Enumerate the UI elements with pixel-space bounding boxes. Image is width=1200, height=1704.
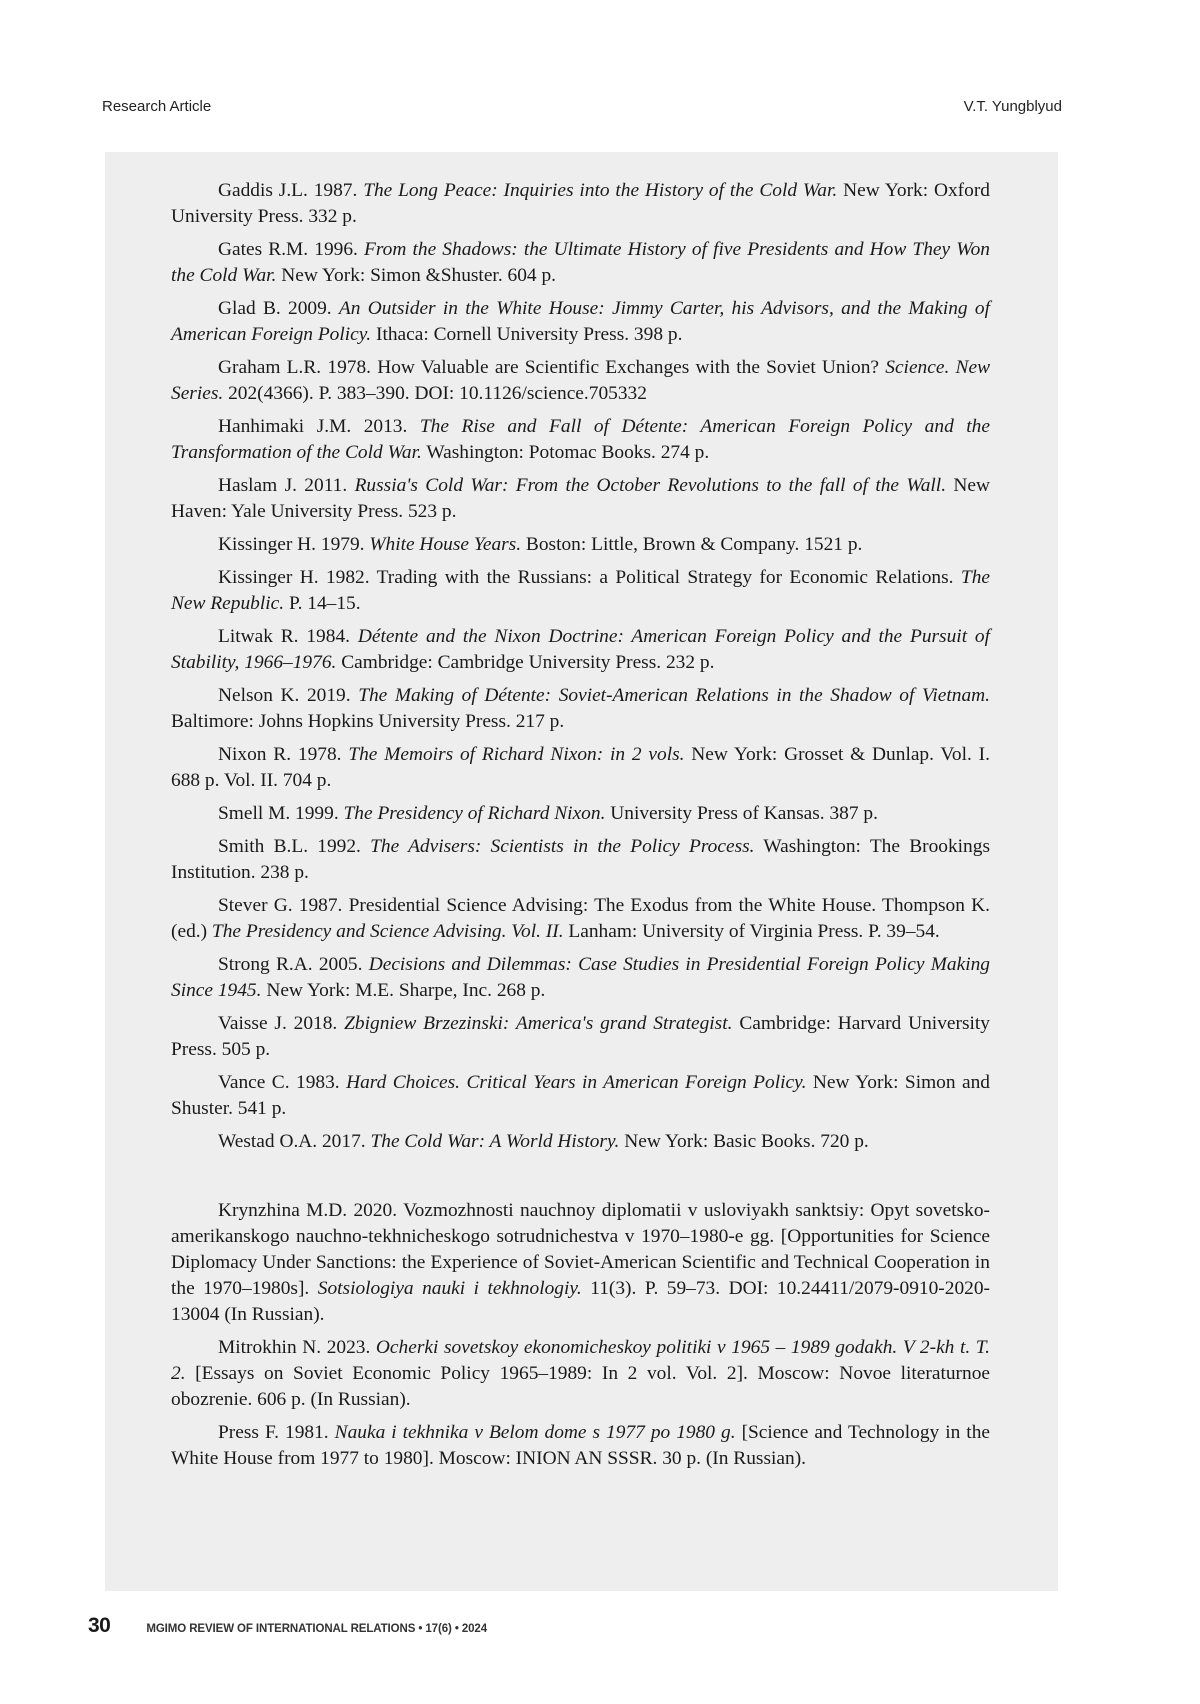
reference-entry bbox=[171, 473, 990, 525]
reference-text: Smith B.L. 1992. bbox=[218, 836, 371, 857]
reference-text: Lanham: University of Virginia Press. P. 39–54. bbox=[563, 921, 940, 942]
reference-entry bbox=[171, 952, 990, 1004]
reference-text: Cambridge: Harvard University Press. 505 p. bbox=[171, 1013, 990, 1060]
reference-text: 202(4366). P. 383–390. DOI: 10.1126/science.705332 bbox=[223, 383, 647, 404]
reference-entry bbox=[171, 532, 990, 558]
journal-line: MGIMO REVIEW OF INTERNATIONAL RELATIONS • 17(6) • 2024 bbox=[146, 1623, 488, 1635]
reference-title: Ocherki sovetskoy ekonomicheskoy politiki v 1965 – 1989 godakh. V 2-kh t. T. 2. bbox=[171, 1337, 990, 1384]
reference-text: Krynzhina M.D. 2020. Vozmozhnosti nauchnoy diplomatii v usloviyakh sanktsiy: Opyt sovetsko-amerikanskogo nauchno-tekhnicheskogo sotrudnichestva v 1970–1980-e gg. [Opportunities for Science Diplomacy Under Sanctions: the Experience of Soviet-American Scientific and Technical Cooperation in the 1970–1980s]. bbox=[171, 1200, 990, 1299]
reference-text: Litwak R. 1984. bbox=[218, 626, 358, 647]
reference-text: New York: Basic Books. 720 p. bbox=[619, 1131, 869, 1152]
reference-text: 11(3). P. 59–73. DOI: 10.24411/2079-0910-2020-13004 (In Russian). bbox=[171, 1278, 990, 1325]
reference-title: Science. New Series. bbox=[171, 357, 991, 404]
references-group-gap bbox=[171, 1162, 990, 1198]
reference-entry bbox=[171, 801, 990, 827]
reference-entry bbox=[171, 1129, 990, 1155]
reference-title: The Memoirs of Richard Nixon: in 2 vols. bbox=[348, 744, 685, 765]
reference-text: Nelson K. 2019. bbox=[218, 685, 359, 706]
reference-entry bbox=[171, 683, 990, 735]
reference-text: Boston: Little, Brown & Company. 1521 p. bbox=[521, 534, 863, 555]
running-header-section: Research Article bbox=[102, 98, 212, 115]
reference-text: Vaisse J. 2018. bbox=[218, 1013, 345, 1034]
reference-title: The Presidency of Richard Nixon. bbox=[343, 803, 606, 824]
reference-text: Stever G. 1987. Presidential Science Advising: The Exodus from the White House. Thompson K. (ed.) bbox=[171, 895, 990, 942]
reference-text: Hanhimaki J.M. 2013. bbox=[218, 416, 420, 437]
reference-title: Nauka i tekhnika v Belom dome s 1977 po 1980 g. bbox=[334, 1422, 736, 1443]
reference-entry bbox=[171, 834, 990, 886]
page-number: 30 bbox=[88, 1614, 111, 1637]
reference-text: Gaddis J.L. 1987. bbox=[218, 180, 364, 201]
reference-title: Decisions and Dilemmas: Case Studies in Presidential Foreign Policy Making Since 1945. bbox=[171, 954, 990, 1001]
reference-title: An Outsider in the White House: Jimmy Carter, his Advisors, and the Making of American Foreign Policy. bbox=[171, 298, 990, 345]
reference-text: Cambridge: Cambridge University Press. 232 p. bbox=[336, 652, 715, 673]
reference-text: Graham L.R. 1978. How Valuable are Scientific Exchanges with the Soviet Union? bbox=[218, 357, 886, 378]
reference-text: New York: Simon and Shuster. 541 p. bbox=[171, 1072, 990, 1119]
reference-title: Détente and the Nixon Doctrine: American Foreign Policy and the Pursuit of Stability, 1966–1976. bbox=[171, 626, 990, 673]
reference-title: The Making of Détente: Soviet-American Relations in the Shadow of Vietnam. bbox=[358, 685, 990, 706]
reference-entry bbox=[171, 237, 990, 289]
running-header-author: V.T. Yungblyud bbox=[963, 98, 1062, 115]
reference-title: The Rise and Fall of Détente: American Foreign Policy and the Transformation of the Cold War. bbox=[171, 416, 990, 463]
reference-text: New York: M.E. Sharpe, Inc. 268 p. bbox=[261, 980, 546, 1001]
reference-text: [Essays on Soviet Economic Policy 1965–1989: In 2 vol. Vol. 2]. Moscow: Novoe literaturnoe obozrenie. 606 p. (In Russian). bbox=[171, 1363, 990, 1410]
reference-text: Washington: Potomac Books. 274 p. bbox=[421, 442, 710, 463]
reference-entry bbox=[171, 893, 990, 945]
reference-entry bbox=[171, 296, 990, 348]
reference-text: New York: Simon &Shuster. 604 p. bbox=[276, 265, 556, 286]
reference-text: New York: Grosset & Dunlap. Vol. I. 688 p. Vol. II. 704 p. bbox=[171, 744, 990, 791]
reference-entry bbox=[171, 1335, 990, 1413]
reference-text: University Press of Kansas. 387 p. bbox=[605, 803, 878, 824]
reference-entry bbox=[171, 1070, 990, 1122]
reference-text: Strong R.A. 2005. bbox=[218, 954, 369, 975]
references-box bbox=[105, 152, 1058, 1591]
reference-text: New Haven: Yale University Press. 523 p. bbox=[171, 475, 990, 522]
reference-title: The Advisers: Scientists in the Policy Process. bbox=[370, 836, 755, 857]
reference-entry bbox=[171, 565, 990, 617]
references-list-english bbox=[171, 178, 990, 1155]
reference-entry bbox=[171, 414, 990, 466]
reference-text: Haslam J. 2011. bbox=[218, 475, 355, 496]
reference-title: White House Years. bbox=[369, 534, 522, 555]
reference-text: P. 14–15. bbox=[284, 593, 361, 614]
reference-entry bbox=[171, 742, 990, 794]
page-footer bbox=[88, 1614, 487, 1638]
reference-title: The Cold War: A World History. bbox=[370, 1131, 620, 1152]
reference-text: Baltimore: Johns Hopkins University Press. 217 p. bbox=[171, 711, 565, 732]
reference-entry bbox=[171, 1011, 990, 1063]
reference-entry bbox=[171, 178, 990, 230]
reference-text: Glad B. 2009. bbox=[218, 298, 339, 319]
reference-text: Ithaca: Cornell University Press. 398 p. bbox=[371, 324, 683, 345]
reference-text: Washington: The Brookings Institution. 238 p. bbox=[171, 836, 990, 883]
reference-title: The Long Peace: Inquiries into the History of the Cold War. bbox=[363, 180, 838, 201]
reference-text: Kissinger H. 1979. bbox=[218, 534, 370, 555]
reference-text: Nixon R. 1978. bbox=[218, 744, 349, 765]
reference-title: The New Republic. bbox=[171, 567, 990, 614]
reference-entry bbox=[171, 1198, 990, 1328]
reference-text: [Science and Technology in the White House from 1977 to 1980]. Moscow: INION AN SSSR. 30 p. (In Russian). bbox=[171, 1422, 990, 1469]
reference-text: Gates R.M. 1996. bbox=[218, 239, 365, 260]
reference-title: The Presidency and Science Advising. Vol. II. bbox=[211, 921, 564, 942]
reference-text: Press F. 1981. bbox=[218, 1422, 335, 1443]
reference-entry bbox=[171, 624, 990, 676]
reference-text: Kissinger H. 1982. Trading with the Russians: a Political Strategy for Economic Relations. bbox=[218, 567, 961, 588]
reference-title: Zbigniew Brzezinski: America's grand Strategist. bbox=[344, 1013, 733, 1034]
reference-title: From the Shadows: the Ultimate History of five Presidents and How They Won the Cold War. bbox=[171, 239, 990, 286]
reference-text: Mitrokhin N. 2023. bbox=[218, 1337, 376, 1358]
reference-title: Hard Choices. Critical Years in American Foreign Policy. bbox=[346, 1072, 807, 1093]
references-list-transliterated bbox=[171, 1198, 990, 1472]
reference-title: Sotsiologiya nauki i tekhnologiy. bbox=[317, 1278, 582, 1299]
reference-text: Smell M. 1999. bbox=[218, 803, 344, 824]
reference-text: New York: Oxford University Press. 332 p. bbox=[171, 180, 990, 227]
reference-entry bbox=[171, 355, 990, 407]
reference-text: Westad O.A. 2017. bbox=[218, 1131, 371, 1152]
reference-text: Vance C. 1983. bbox=[218, 1072, 347, 1093]
reference-entry bbox=[171, 1420, 990, 1472]
reference-title: Russia's Cold War: From the October Revolutions to the fall of the Wall. bbox=[354, 475, 947, 496]
